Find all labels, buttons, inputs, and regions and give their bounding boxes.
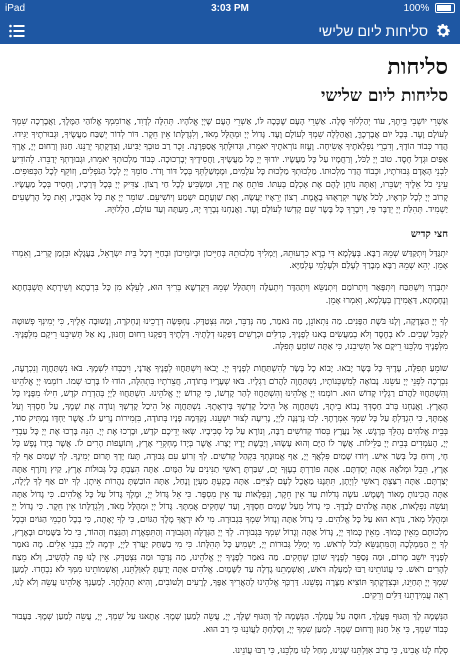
battery-icon xyxy=(435,3,455,13)
paragraph-kaddish-2: יִתְבָּרַךְ וְיִשְׁתַּבַּח וְיִתְפָּאַר וְיִתְרוֹמַם וְיִתְנַשֵּׂא וְיִתְהַדָּר וְיִתְעַלֶּה וְיִתְהַלָּל שְׁמֵהּ דְּקֻדְשָׁא בְּרִיךְ הוּא, לְעֵלָּא מִן כָּל בִּרְכָתָא וְשִׁירָתָא תֻּשְׁבְּחָתָא וְנֶחָמָתָא, דַּאֲמִירָן בְּעָלְמָא, וְאִמְרוּ אָמֵן. xyxy=(12,282,448,306)
gear-icon[interactable] xyxy=(434,22,452,40)
nav-bar xyxy=(0,18,460,44)
battery-percent: 100% xyxy=(403,3,430,14)
list-icon[interactable] xyxy=(8,22,26,40)
gear-icon-svg xyxy=(434,22,452,40)
status-time: 3:03 PM xyxy=(211,3,249,14)
paragraph-lecha-hatzedaka: לְךָ יְיָ הַצְּדָקָה, וְלָנוּ בֹּשֶׁת הַפָּנִים. מַה נִּתְאוֹנֵן, מַה נֹּאמַר, מַה נְּדַבֵּר, וּמַה נִּצְטַדָּק. נַחְפְּשָׂה דְרָכֵינוּ וְנַחְקֹרָה, וְנָשׁוּבָה אֵלֶיךָ, כִּי יְמִינְךָ פְשׁוּטָה לְקַבֵּל שָׁבִים. לֹא בְחֶסֶד וְלֹא בְמַעֲשִׂים בָּאנוּ לְפָנֶיךָ, כְּדַלִּים וּכְרָשִׁים דָּפַקְנוּ דְלָתֶיךָ. דְּלָתֶיךָ דָּפַקְנוּ רַחוּם וְחַנּוּן, נָא אַל תְּשִׁיבֵנוּ רֵיקָם מִלְּפָנֶיךָ. מִלְּפָנֶיךָ מַלְכֵּנוּ רֵיקָם אַל תְּשִׁיבֵנוּ, כִּי אַתָּה שׁוֹמֵעַ תְּפִלָּה. xyxy=(12,317,448,353)
paragraph-kaddish-1: יִתְגַּדַּל וְיִתְקַדַּשׁ שְׁמֵהּ רַבָּא. בְּעָלְמָא דִּי בְרָא כִרְעוּתֵהּ, וְיַמְלִיךְ מַלְכוּתֵהּ בְּחַיֵּיכוֹן וּבְיוֹמֵיכוֹן וּבְחַיֵּי דְכָל בֵּית יִשְׂרָאֵל, בַּעֲגָלָא וּבִזְמַן קָרִיב, וְאִמְרוּ אָמֵן. יְהֵא שְׁמֵהּ רַבָּא מְבָרַךְ לְעָלַם וּלְעָלְמֵי עָלְמַיָּא. xyxy=(12,248,448,272)
nav-title: סליחות ליום שלישי xyxy=(318,23,428,39)
section-heading: חצי קדיש xyxy=(410,228,448,240)
paragraph-selach-lanu: סְלַח לָנוּ אָבִינוּ, כִּי בְרֹב אִוַּלְתֵּנוּ שָׁגִינוּ, מְחַל לָנוּ מַלְכֵּנוּ, כִּי רַבּוּ עֲוֹנֵינוּ. xyxy=(232,646,448,657)
list-icon-svg xyxy=(8,22,26,40)
paragraph-haneshama: הַנְּשָׁמָה לָךְ וְהַגּוּף פָּעֳלָךְ, חוּסָה עַל עֲמָלָךְ. הַנְּשָׁמָה לָךְ וְהַגּוּף שֶׁלָּךְ, יְיָ, עֲשֵׂה לְמַעַן שְׁמֶךָ. אָתָאנוּ עַל שִׁמְךָ, יְיָ, עֲשֵׂה לְמַעַן שְׁמֶךָ. בַּעֲבוּר כְּבוֹד שִׁמְךָ, כִּי אֵל חַנּוּן וְרַחוּם שְׁמֶךָ. לְמַעַן שִׁמְךָ יְיָ, וְסָלַחְתָּ לַעֲוֹנֵנוּ כִּי רַב הוּא. xyxy=(12,612,448,635)
battery-indicator xyxy=(404,3,455,14)
paragraph-shomea-tefila: שׁוֹמֵעַ תְּפִלָּה, עָדֶיךָ כָּל בָּשָׂר יָבֹאוּ. יָבוֹא כָל בָּשָׂר לְהִשְׁתַּחֲוֹת לְפָנֶיךָ יְיָ. יָבֹאוּ וְיִשְׁתַּחֲווּ לְפָנֶיךָ אֲדֹנָי, וִיכַבְּדוּ לִשְׁמֶךָ. בֹּאוּ נִשְׁתַּחֲוֶה וְנִכְרָעָה, נִבְרְכָה לִפְנֵי יְיָ עֹשֵׂנוּ. נָבוֹאָה לְמִשְׁכְּנוֹתָיו, נִשְׁתַּחֲוֶה לַהֲדֹם רַגְלָיו. בֹּאוּ שְׁעָרָיו בְּתוֹדָה, חֲצֵרֹתָיו בִּתְהִלָּה, הוֹדוּ לוֹ בָּרְכוּ שְׁמוֹ. רוֹמְמוּ יְיָ אֱלֹהֵינוּ וְהִשְׁתַּחֲווּ לַהֲדֹם רַגְלָיו קָדוֹשׁ הוּא. רוֹמְמוּ יְיָ אֱלֹהֵינוּ וְהִשְׁתַּחֲווּ לְהַר קָדְשׁוֹ, כִּי קָדוֹשׁ יְיָ אֱלֹהֵינוּ. הִשְׁתַּחֲווּ לַיְיָ בְּהַדְרַת קֹדֶשׁ, חִילוּ מִפָּנָיו כָּל הָאָרֶץ. וַאֲנַחְנוּ בְּרֹב חַסְדְּךָ נָבוֹא בֵיתֶךָ, נִשְׁתַּחֲוֶה אֶל הֵיכַל קָדְשְׁךָ בְּיִרְאָתֶךָ. נִשְׁתַּחֲוֶה אֶל הֵיכַל קָדְשְׁךָ וְנוֹדֶה אֶת שְׁמֶךָ, עַל חַסְדְּךָ וְעַל אֲמִתֶּךָ, כִּי הִגְדַּלְתָּ עַל כָּל שִׁמְךָ אִמְרָתֶךָ. לְכוּ נְרַנְּנָה לַיְיָ, נָרִיעָה לְצוּר יִשְׁעֵנוּ. נְקַדְּמָה פָנָיו בְּתוֹדָה, בִּזְמִירוֹת נָרִיעַ לוֹ. אֲשֶׁר יַחְדָּו נַמְתִּיק סוֹד, בְּבֵית אֱלֹהִים נְהַלֵּךְ בְּרָגֶשׁ. אֵל נַעֲרָץ בְּסוֹד קְדוֹשִׁים רַבָּה, וְנוֹרָא עַל כָּל סְבִיבָיו. שְׂאוּ יְדֵיכֶם קֹדֶשׁ, וּבָרְכוּ אֶת יְיָ. הִנֵּה בָּרְכוּ אֶת יְיָ כָּל עַבְדֵי יְיָ, הָעֹמְדִים בְּבֵית יְיָ בַּלֵּילוֹת. אֲשֶׁר לוֹ הַיָּם וְהוּא עָשָׂהוּ, וְיַבֶּשֶׁת יָדָיו יָצָרוּ. אֲשֶׁר בְּיָדוֹ מֶחְקְרֵי אָרֶץ, וְתוֹעֲפוֹת הָרִים לוֹ. אֲשֶׁר בְּיָדוֹ נֶפֶשׁ כָּל חָי, וְרוּחַ כָּל בְּשַׂר אִישׁ. וְיוֹדוּ שָׁמַיִם פִּלְאֲךָ יְיָ, אַף אֱמוּנָתְךָ בִּקְהַל קְדֹשִׁים. לְךָ זְרוֹעַ עִם גְּבוּרָה, תָּעֹז יָדְךָ תָּרוּם יְמִינֶךָ. לְךָ שָׁמַיִם אַף לְךָ אָרֶץ, תֵּבֵל וּמְלֹאָהּ אַתָּה יְסַדְתָּם. אַתָּה פוֹרַרְתָּ בְעָזְּךָ יָם, שִׁבַּרְתָּ רָאשֵׁי תַנִּינִים עַל הַמָּיִם. אַתָּה הִצַּבְתָּ כָּל גְּבוּלוֹת אָרֶץ, קַיִץ וָחֹרֶף אַתָּה יְצַרְתָּם. אַתָּה רִצַּצְתָּ רָאשֵׁי לִוְיָתָן, תִּתְּנֶנּוּ מַאֲכָל לְעָם לְצִיִּים. אַתָּה בָקַעְתָּ מַעְיָן וָנָחַל, אַתָּה הוֹבַשְׁתָּ נַהֲרוֹת אֵיתָן. לְךָ יוֹם אַף לְךָ לָיְלָה, אַתָּה הֲכִינוֹתָ מָאוֹר וָשָׁמֶשׁ. עֹשֶׂה גְדֹלוֹת עַד אֵין חֵקֶר, וְנִפְלָאוֹת עַד אֵין מִסְפָּר. כִּי אֵל גָּדוֹל יְיָ, וּמֶלֶךְ גָּדוֹל עַל כָּל אֱלֹהִים. כִּי גָדוֹל אַתָּה וְעֹשֵׂה נִפְלָאוֹת, אַתָּה אֱלֹהִים לְבַדֶּךָ. כִּי גָדוֹל מֵעַל שָׁמַיִם חַסְדֶּךָ, וְעַד שְׁחָקִים אֲמִתֶּךָ. גָּדוֹל יְיָ וּמְהֻלָּל מְאֹד, וְלִגְדֻלָּתוֹ אֵין חֵקֶר. כִּי גָדוֹל יְיָ וּמְהֻלָּל מְאֹד, נוֹרָא הוּא עַל כָּל אֱלֹהִים. כִּי גָדוֹל אַתָּה וְנָדוֹל שִׁמְךָ בִּגְבוּרָה. מִי לֹא יִרָאֲךָ מֶלֶךְ הַגּוֹיִם, כִּי לְךָ יָאָתָה, כִּי בְכָל חַכְמֵי הַגּוֹיִם וּבְכָל מַלְכוּתָם מֵאֵין כָּמוֹךָ. מֵאֵין כָּמוֹךָ יְיָ, גָּדוֹל אַתָּה וְגָדוֹל שִׁמְךָ בִּגְבוּרָה. לְךָ יְיָ הַגְּדֻלָּה וְהַגְּבוּרָה וְהַתִּפְאֶרֶת וְהַנֵּצַח וְהַהוֹד, כִּי כֹל בַּשָּׁמַיִם וּבָאָרֶץ, לְךָ יְיָ הַמַּמְלָכָה וְהַמִּתְנַשֵּׂא לְכֹל לְרֹאשׁ. מִי יְמַלֵּל גְּבוּרוֹת יְיָ, יַשְׁמִיעַ כָּל תְּהִלָּתוֹ. כִּי מִי בַשַּׁחַק יַעֲרֹךְ לַיְיָ, יִדְמֶה לַיְיָ בִּבְנֵי אֵלִים. מָה נֹּאמַר לְפָנֶיךָ יוֹשֵׁב מָרוֹם, וּמַה נְּסַפֵּר לְפָנֶיךָ שׁוֹכֵן שְׁחָקִים. מַה נֹּאמַר לְפָנֶיךָ יְיָ אֱלֹהֵינוּ, מַה נְּדַבֵּר וּמַה נִּצְטַדָּק. אֵין לָנוּ פֶּה לְהָשִׁיב, וְלֹא מֵצַח לְהָרִים רֹאשׁ. כִּי עֲוֹנוֹתֵינוּ רַבּוּ לְמַעְלָה רֹּאשׁ, וְאַשְׁמָתֵנוּ גָדְלָה עַד לַשָּׁמָיִם. אֱלֹהִים אַתָּה יָדַעְתָּ לְאִוַּלְתֵּנוּ, וְאַשְׁמוֹתֵינוּ מִמְּךָ לֹא נִכְחָדוּ. לְמַעַן שִׁמְךָ יְיָ תְּחַיֵּנוּ, וּבְצִדְקָתְךָ תּוֹצִיא מִצָּרָה נַפְשֵׁנוּ. דַּרְכְּךָ אֱלֹהֵינוּ לְהַאֲרִיךְ אַפֶּךָ, לָרָעִים וְלַטּוֹבִים, וְהִיא תְהִלָּתֶךָ. לְמַעַנְךָ אֱלֹהֵינוּ עֲשֵׂה וְלֹא לָנוּ, רְאֵה עֲמִידָתֵנוּ דַּלִּים וְרֵקִים. xyxy=(12,363,449,601)
status-bar xyxy=(0,0,460,18)
page-subtitle: סליחות ליום שלישי xyxy=(320,86,448,106)
paragraph-ashrei: אַשְׁרֵי יוֹשְׁבֵי בֵיתֶךָ, עוֹד יְהַלְלוּךָ סֶּלָה. אַשְׁרֵי הָעָם שֶׁכָּכָה לּוֹ, אַשְׁרֵי הָעָם שֶׁיְיָ אֱלֹהָיו. תְּהִלָּה לְדָוִד, אֲרוֹמִמְךָ אֱלוֹהַי הַמֶּלֶךְ, וַאֲבָרְכָה שִׁמְךָ לְעוֹלָם וָעֶד. בְּכָל יוֹם אֲבָרְכֶךָּ, וַאֲהַלְלָה שִׁמְךָ לְעוֹלָם וָעֶד. גָּדוֹל יְיָ וּמְהֻלָּל מְאֹד, וְלִגְדֻלָּתוֹ אֵין חֵקֶר. דּוֹר לְדוֹר יְשַׁבַּח מַעֲשֶׂיךָ, וּגְבוּרֹתֶיךָ יַגִּידוּ. הֲדַר כְּבוֹד הוֹדֶךָ, וְדִבְרֵי נִפְלְאֹתֶיךָ אָשִׂיחָה. וֶעֱזוּז נוֹרְאֹתֶיךָ יֹאמֵרוּ, וּגְדוּלָּתְךָ אֲסַפְּרֶנָּה. זֵכֶר רַב טוּבְךָ יַבִּיעוּ, וְצִדְקָתְךָ יְרַנֵּנוּ. חַנּוּן וְרַחוּם יְיָ, אֶרֶךְ אַפַּיִם וּגְדָל חָסֶד. טוֹב יְיָ לַכֹּל, וְרַחֲמָיו עַל כָּל מַעֲשָׂיו. יוֹדוּךָ יְיָ כָּל מַעֲשֶׂיךָ, וַחֲסִידֶיךָ יְבָרְכוּכָה. כְּבוֹד מַלְכוּתְךָ יֹאמֵרוּ, וּגְבוּרָתְךָ יְדַבֵּרוּ. לְהוֹדִיעַ לִבְנֵי הָאָדָם גְּבוּרֹתָיו, וּכְבוֹד הֲדַר מַלְכוּתוֹ. מַלְכוּתְךָ מַלְכוּת כָּל עֹלָמִים, וּמֶמְשַׁלְתְּךָ בְּכָל דּוֹר וָדֹר. סוֹמֵךְ יְיָ לְכָל הַנֹּפְלִים, וְזוֹקֵף לְכָל הַכְּפוּפִים. עֵינֵי כֹל אֵלֶיךָ יְשַׂבֵּרוּ, וְאַתָּה נוֹתֵן לָהֶם אֶת אָכְלָם בְּעִתּוֹ. פּוֹתֵחַ אֶת יָדֶךָ, וּמַשְׂבִּיעַ לְכָל חַי רָצוֹן. צַדִּיק יְיָ בְּכָל דְּרָכָיו, וְחָסִיד בְּכָל מַעֲשָׂיו. קָרוֹב יְיָ לְכָל קֹרְאָיו, לְכֹל אֲשֶׁר יִקְרָאֻהוּ בֶאֱמֶת. רְצוֹן יְרֵאָיו יַעֲשֶׂה, וְאֶת שַׁוְעָתָם יִשְׁמַע וְיוֹשִׁיעֵם. שׁוֹמֵר יְיָ אֶת כָּל אֹהֲבָיו, וְאֵת כָּל הָרְשָׁעִים יַשְׁמִיד. תְּהִלַּת יְיָ יְדַבֶּר פִּי, וִיבָרֵךְ כָּל בָּשָׂר שֵׁם קָדְשׁוֹ לְעוֹלָם וָעֶד. וַאֲנַחְנוּ נְבָרֵךְ יָהּ, מֵעַתָּה וְעַד עוֹלָם, הַלְלוּיָהּ. xyxy=(12,117,448,216)
page-title: סליחות xyxy=(387,54,448,80)
carrier-label: iPad xyxy=(5,3,26,14)
content-area[interactable] xyxy=(0,44,460,658)
